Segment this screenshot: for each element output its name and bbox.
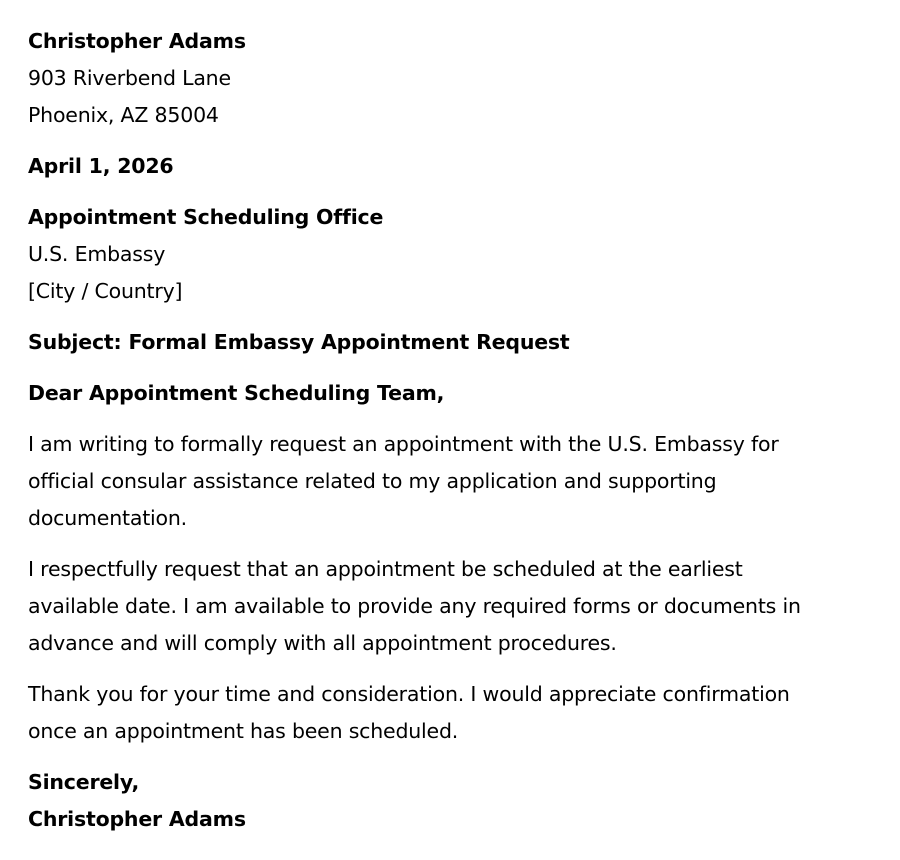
body-paragraph-2 <box>28 551 880 662</box>
subject-block <box>28 324 880 361</box>
body-paragraph-1 <box>28 426 880 537</box>
sender-name: Christopher Adams <box>28 29 246 53</box>
body-paragraph-3 <box>28 676 880 750</box>
sender-street: 903 Riverbend Lane <box>28 66 231 90</box>
subject-line: Subject: Formal Embassy Appointment Request <box>28 330 570 354</box>
paragraph-line: once an appointment has been scheduled. <box>28 719 459 743</box>
sender-city-state-zip: Phoenix, AZ 85004 <box>28 103 219 127</box>
date-block <box>28 148 880 185</box>
paragraph-line: I am writing to formally request an appointment with the U.S. Embassy for <box>28 432 779 456</box>
salutation-block <box>28 375 880 412</box>
paragraph-line: official consular assistance related to my application and supporting <box>28 469 717 493</box>
signature-name: Christopher Adams <box>28 807 246 831</box>
recipient-organization: U.S. Embassy <box>28 242 166 266</box>
closing-block <box>28 764 880 838</box>
paragraph-line: documentation. <box>28 506 187 530</box>
salutation: Dear Appointment Scheduling Team, <box>28 381 445 405</box>
sender-block <box>28 23 880 134</box>
recipient-location: [City / Country] <box>28 279 183 303</box>
recipient-block <box>28 199 880 310</box>
paragraph-line: advance and will comply with all appointment procedures. <box>28 631 617 655</box>
letter-date: April 1, 2026 <box>28 154 174 178</box>
paragraph-line: available date. I am available to provide any required forms or documents in <box>28 594 801 618</box>
paragraph-line: I respectfully request that an appointment be scheduled at the earliest <box>28 557 743 581</box>
recipient-office: Appointment Scheduling Office <box>28 205 384 229</box>
paragraph-line: Thank you for your time and consideration. I would appreciate confirmation <box>28 682 790 706</box>
valediction: Sincerely, <box>28 770 140 794</box>
